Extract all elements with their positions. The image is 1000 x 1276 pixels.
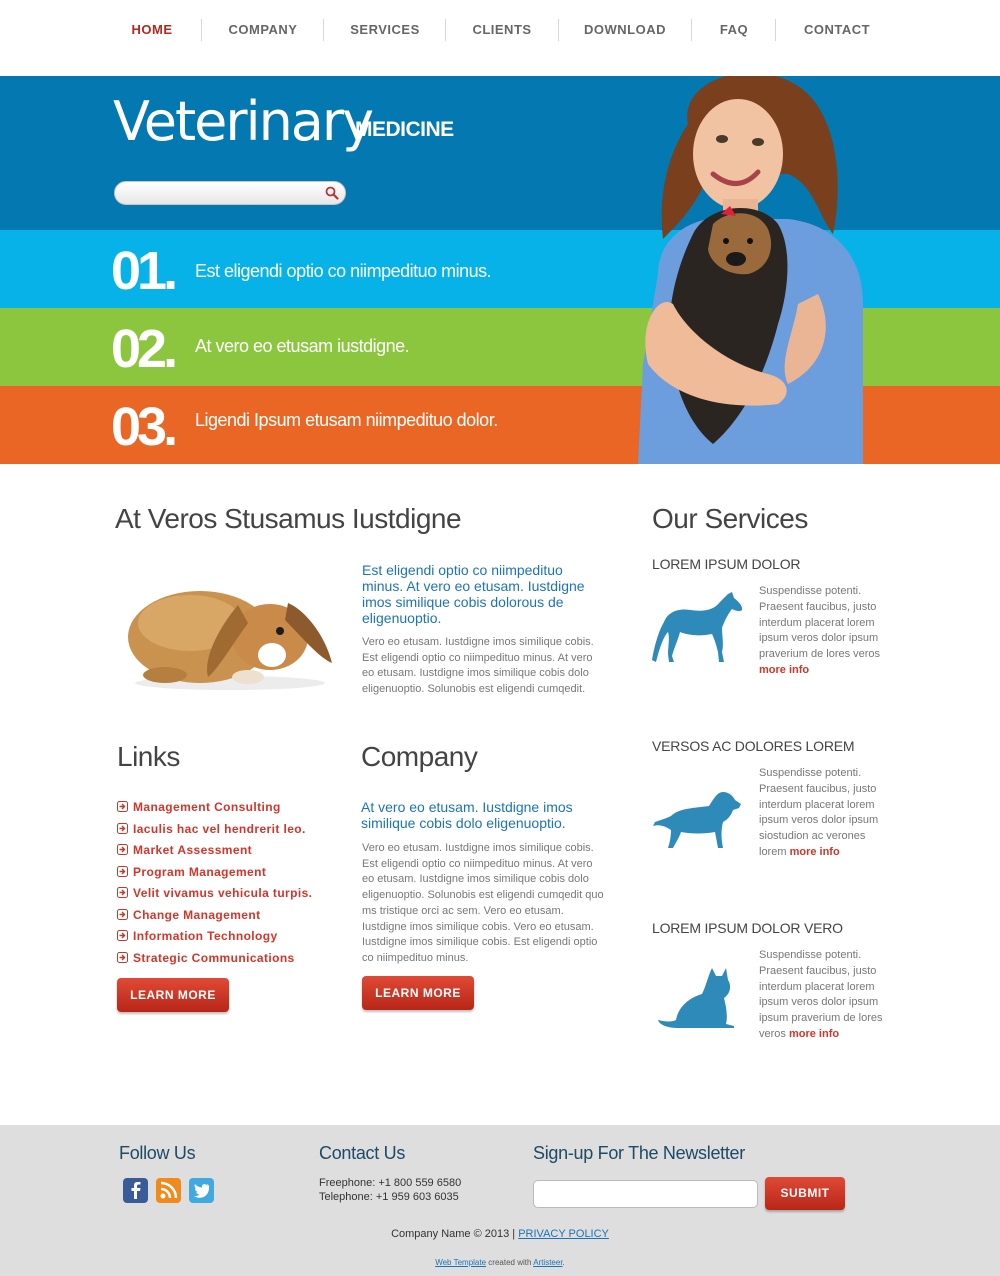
links-heading: Links bbox=[117, 741, 180, 772]
link-label: Change Management bbox=[133, 907, 261, 922]
about-heading: At Veros Stusamus Iustdigne bbox=[115, 503, 462, 534]
credit-period: . bbox=[562, 1258, 565, 1267]
step-text: Ligendi Ipsum etusam niimpedituo dolor. bbox=[195, 410, 498, 430]
more-info-link[interactable]: more info bbox=[759, 663, 810, 676]
facebook-icon[interactable] bbox=[122, 1177, 149, 1204]
contact-details bbox=[319, 1177, 461, 1204]
site-subtitle: MEDICINE bbox=[355, 118, 454, 141]
arrow-right-icon bbox=[117, 844, 128, 855]
list-item[interactable] bbox=[117, 951, 337, 973]
list-item[interactable] bbox=[117, 822, 337, 844]
nav-company[interactable]: COMPANY bbox=[228, 22, 298, 37]
cat-icon bbox=[658, 968, 736, 1028]
rss-icon[interactable] bbox=[155, 1177, 182, 1204]
list-item[interactable] bbox=[117, 886, 337, 908]
links-learn-more-button[interactable]: LEARN MORE bbox=[117, 978, 229, 1012]
link-label: Iaculis hac vel hendrerit leo. bbox=[133, 821, 306, 836]
hero-banner bbox=[0, 76, 1000, 464]
template-credit bbox=[0, 1258, 1000, 1267]
service-text: Suspendisse potenti. Praesent faucibus, justo interdum placerat lorem ipsum veros dolor ipsum ipsum praverium de lores veros bbox=[759, 949, 883, 1040]
telephone: Telephone: +1 959 603 6035 bbox=[319, 1190, 459, 1203]
list-item[interactable] bbox=[117, 929, 337, 951]
service-title: VERSOS AC DOLORES LOREM bbox=[652, 738, 855, 754]
company-lead-text: At vero eo etusam. Iustdigne imos similique cobis dolo eligenuoptio. bbox=[361, 799, 573, 831]
nav-divider bbox=[323, 19, 324, 41]
list-item[interactable] bbox=[117, 800, 337, 822]
more-info-link[interactable]: more info bbox=[788, 1027, 840, 1040]
company-heading: Company bbox=[361, 741, 478, 772]
nav-contact[interactable]: CONTACT bbox=[803, 22, 871, 37]
privacy-policy-link[interactable]: PRIVACY POLICY bbox=[518, 1228, 609, 1240]
site-title: Veterinary bbox=[113, 90, 373, 153]
contact-us-heading: Contact Us bbox=[319, 1143, 406, 1163]
submit-button[interactable]: SUBMIT bbox=[765, 1177, 845, 1210]
arrow-right-icon bbox=[117, 909, 128, 920]
more-info-link[interactable]: more info bbox=[789, 845, 840, 858]
step-number: 01. bbox=[111, 241, 175, 301]
twitter-icon[interactable] bbox=[188, 1177, 215, 1204]
company-body-text: Vero eo etusam. Iustdigne imos similique cobis. Est eligendi optio co niimpedituo minus. At vero eo etusam. Iustdigne imos similique cobis dolo eligenuoptio. Solunobis est eligendi cumqedit quo ms tristique orci ac sem. Vero eo etusam. Iustdigne imos similique cobis. Vero eo etusam. Iustdigne imos similique cobis. Est eligendi optio co niimpedituo minus. bbox=[362, 842, 604, 964]
newsletter-heading: Sign-up For The Newsletter bbox=[533, 1143, 745, 1163]
link-label: Market Assessment bbox=[133, 843, 253, 857]
nav-services[interactable]: SERVICES bbox=[350, 22, 420, 37]
arrow-right-icon bbox=[117, 866, 128, 877]
artisteer-link[interactable]: Artisteer bbox=[533, 1258, 563, 1267]
service-title: LOREM IPSUM DOLOR bbox=[652, 556, 801, 572]
copyright bbox=[0, 1228, 1000, 1240]
arrow-right-icon bbox=[117, 887, 128, 898]
nav-home[interactable]: HOME bbox=[131, 22, 173, 37]
search-box bbox=[114, 181, 346, 205]
company-learn-more-button[interactable]: LEARN MORE bbox=[362, 976, 474, 1010]
link-label: Information Technology bbox=[133, 929, 278, 943]
arrow-right-icon bbox=[117, 823, 128, 834]
link-label: Velit vivamus vehicula turpis. bbox=[133, 886, 313, 900]
nav-faq[interactable]: FAQ bbox=[719, 22, 749, 37]
newsletter-email-input[interactable] bbox=[533, 1180, 758, 1208]
links-list bbox=[117, 800, 337, 972]
service-description bbox=[759, 584, 884, 679]
step-text: Est eligendi optio co niimpedituo minus. bbox=[195, 261, 492, 281]
search-input[interactable] bbox=[125, 185, 325, 201]
web-template-link[interactable]: Web Template bbox=[435, 1258, 487, 1267]
step-number: 03. bbox=[111, 397, 175, 457]
link-label: Strategic Communications bbox=[133, 950, 295, 965]
service-text: Suspendisse potenti. Praesent faucibus, justo interdum placerat lorem ipsum veros dolor ipsum praverium de lores veros bbox=[759, 585, 881, 661]
created-with-text: created with bbox=[488, 1258, 532, 1267]
service-description bbox=[759, 766, 884, 861]
arrow-right-icon bbox=[117, 930, 128, 941]
rabbit-photo bbox=[120, 565, 338, 693]
footer bbox=[0, 1125, 1000, 1276]
service-text: Suspendisse potenti. Praesent faucibus, justo interdum placerat lorem ipsum veros dolor ipsum siostudion ac verones lorem bbox=[759, 767, 879, 858]
link-label: Management Consulting bbox=[133, 800, 281, 814]
about-lead-text: Est eligendi optio co niimpedituo minus. At vero eo etusam. Iustdigne imos similique cobis dolorous de eligenuoptio. bbox=[362, 562, 585, 626]
nav-divider bbox=[691, 19, 692, 41]
nav-download[interactable]: DOWNLOAD bbox=[584, 22, 666, 37]
nav-divider bbox=[558, 19, 559, 41]
about-body-text: Vero eo etusam. Iustdigne imos similique cobis. Est eligendi optio co niimpedituo minus. At vero eo etusam. Iustdigne imos similique cobis dolo eligenuoptio. Solunobis est eligendi cumqedit. bbox=[362, 636, 594, 696]
service-title: LOREM IPSUM DOLOR VERO bbox=[652, 920, 843, 936]
nav-divider bbox=[775, 19, 776, 41]
nav-divider bbox=[201, 19, 202, 41]
link-label: Program Management bbox=[133, 864, 267, 879]
service-description bbox=[759, 948, 884, 1043]
nav-clients[interactable]: CLIENTS bbox=[472, 22, 532, 37]
search-icon[interactable] bbox=[325, 186, 339, 200]
follow-us-heading: Follow Us bbox=[119, 1143, 196, 1163]
list-item[interactable] bbox=[117, 865, 337, 887]
list-item[interactable] bbox=[117, 908, 337, 930]
woman-holding-dog-photo bbox=[618, 76, 868, 464]
horse-icon bbox=[652, 592, 744, 664]
freephone: Freephone: +1 800 559 6580 bbox=[319, 1177, 462, 1189]
top-navigation bbox=[0, 0, 1000, 76]
arrow-right-icon bbox=[117, 952, 128, 963]
list-item[interactable] bbox=[117, 843, 337, 865]
step-number: 02. bbox=[111, 319, 175, 379]
dog-icon bbox=[653, 792, 741, 850]
services-heading: Our Services bbox=[652, 503, 808, 534]
arrow-right-icon bbox=[117, 801, 128, 812]
copyright-text: Company Name © 2013 | bbox=[391, 1228, 516, 1240]
nav-divider bbox=[445, 19, 446, 41]
step-text: At vero eo etusam iustdigne. bbox=[195, 336, 410, 356]
